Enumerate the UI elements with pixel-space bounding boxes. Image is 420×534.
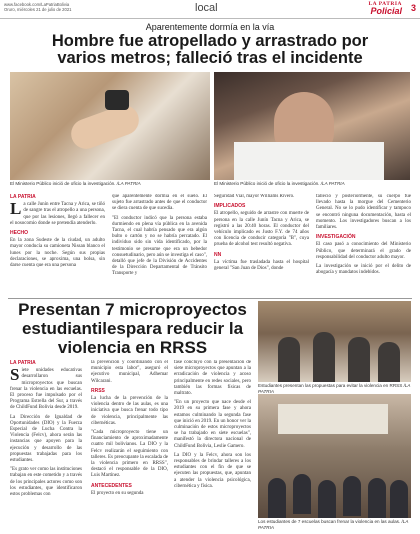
story2-paragraph: fase concluyó con la presentación de siete microproyectos que apuntan a la erradicación de violencia y acoso principalmente en redes sociales, pero también las formas físicas de maltrato.	[174, 360, 251, 397]
story1-paragraph: "El conductor indicó que la persona estaba durmiendo en plena vía pública en la avenida Tacna, el cual habría pensado que era algún bulto o cartón y no se habría percatado. El individuo sido sin vida identificado, por la testimonio se presume que era un bebedor consuetudinario, pero aún se investiga el caso", detalló que jefe de la División de Accidentes de la Dirección Departamental de Tránsito Transporte y	[112, 215, 207, 277]
story2-column-1	[10, 360, 82, 530]
story2-photo-top	[258, 301, 411, 382]
story1-photo-right-caption	[214, 181, 410, 187]
story1-headline: Hombre fue atropellado y arrastrado por varios metros; falleció tras el incidente	[51, 32, 369, 67]
caption-credit: /LA PATRIA	[320, 181, 345, 186]
story2-subhead-antecedentes: ANTECEDENTES	[91, 482, 132, 489]
story2-photo-bottom	[258, 394, 411, 518]
caption-credit: /LA PATRIA	[258, 519, 409, 530]
banner-shape	[278, 404, 388, 434]
header-facebook-link[interactable]: www.facebook.com/LaPatriaBolivia	[4, 2, 70, 7]
person-shape	[368, 478, 386, 518]
person-shape	[268, 478, 286, 518]
story1-subhead-investigacion: INVESTIGACIÓN	[316, 234, 356, 241]
story2-paragraph: Siete unidades educativas desarrollaron sus microproyectos que buscan frenar la violencia en las escuelas. El proceso fue impulsado por el Programa Estrella del Sur, a través de ChildFund Bolivia desde 2019.	[10, 365, 82, 411]
story1-paragraph: La calle Junín entre Tacna y Arica, se tiñó de sangre tras el atropello a una persona, que por las lesiones, llegó a fallecer en el nosocomio donde se pretendía atenderlo.	[10, 199, 105, 226]
story2-paragraph: La DIO y la Felcv, ahora son los responsables de brindar talleres a los estudiantes con el fin de que se ejecuten las propuestas, que, apuntan a atender la violencia psicológica, cibernética y física.	[174, 452, 251, 489]
story1-paragraph: En la zona Sudeste de la ciudad, un adulto mayor conducía su camioneta Nissan blanco el lunes por la noche. Según sus propias declaraciones, se aproxima, una bolsa, sin darse cuenta que era una persona	[10, 238, 105, 269]
brand-bottom: Policial	[370, 6, 402, 16]
caption-text: El Ministerio Público inició de oficio la investigación.	[10, 181, 116, 186]
dropcap: S	[10, 365, 20, 385]
story2-paragraph: El proyecto en su segunda	[91, 490, 144, 496]
story2-headline: Presentan 7 microproyectos estudiantilespara reducir la violencia en RRSS	[18, 300, 247, 357]
story1-paragraph: La víctima fue trasladada hasta el hospital general "San Juan de Dios", donde	[214, 259, 309, 272]
story2-paragraph: La Dirección de Igualdad de Oportunidades (DIO) y la Fuerza Especial de Lucha Contra la Violencia (Felcv), ahora serán las instancias que apoyen para la ejecución y desarrollo de las propuestas trabajadas para los estudiantes.	[10, 414, 82, 464]
story1-kicker: Aparentemente dormía en la vía	[145, 22, 275, 32]
story1-column-3	[214, 194, 309, 296]
dropcap: L	[10, 199, 22, 219]
story1-column-4	[316, 194, 411, 296]
story2-photo-bottom-caption	[258, 519, 411, 531]
section-divider	[8, 298, 412, 299]
story2-paragraph: "Es grato ver como las instituciones trabajan en este cometido y a través de los principales actores como son los estudiantes, que identificaron estos problemas con	[10, 467, 82, 498]
person-shape	[293, 474, 311, 514]
person-shape	[378, 342, 400, 382]
caption-text: Estudiantes presentan las propuestas para evitar la violencia en RRSS	[258, 383, 403, 388]
story1-subhead-hecho: HECHO	[10, 230, 29, 237]
ink-pad-shape	[105, 90, 129, 110]
story1-photo-right	[214, 72, 410, 180]
story1-photo-left-caption	[10, 181, 210, 187]
story2-subhead-rrss: RRSS	[91, 387, 105, 394]
person-shape	[343, 476, 361, 516]
header-date: Oruro, miércoles 21 de julio de 2021	[4, 7, 72, 12]
story1-column-1	[10, 194, 105, 296]
story1-paragraph: El atropello, seguido de arrastre con muerte de persona en la calle Junín Tacna y Arica, se registró a las 20:40 horas. El conductor del vehículo implicado es Justo F.Y. de 74 años con licencia de conducir categoría "B", cuya prueba de alcohol test resultó negativa.	[214, 211, 309, 248]
caption-credit: /LA PATRIA	[116, 181, 141, 186]
person-shape	[278, 337, 300, 382]
cloth-shape	[234, 142, 384, 180]
story1-paragraph: La investigación se inició por el delito de abogacía y mandatos indebidos.	[316, 264, 411, 276]
caption-text: Los estudiantes de 7 escuelas buscan frenar la violencia en las aulas.	[258, 519, 401, 524]
story2-paragraph: "En un proyecto que nace desde el 2019 en su primera fase y ahora estamos culminando la segunda fase que inició en 2019. En un honor ver la culminación de estos microproyectos se ha trabajado en siete escuelas", manifestó la directora nacional de ChildFund Bolivia, Leslie Gamero.	[174, 400, 251, 449]
person-shape	[348, 337, 370, 382]
section-label: local	[195, 2, 218, 14]
story2-paragraph: "Cada microproyecto tiene un financiamiento de aproximadamente cuatro mil bolivianos. La DIO y la Felcv realizarán el seguimiento con talleres. Es preocupante la escalada de la violencia primero en RRSS", destacó el responsable de la DIO, Luis Martínez.	[91, 430, 168, 479]
story2-byline: LA PATRIA	[10, 360, 36, 366]
story1-subhead-nn: NN	[214, 251, 222, 258]
story1-paragraph: Seguridad Vial, mayor Williams Rivero.	[214, 194, 295, 199]
person-shape	[390, 480, 408, 518]
header-meta	[4, 2, 72, 12]
brand-top: LA PATRIA	[368, 1, 402, 7]
story1-paragraph: que aparentemente dormía en el suelo. El sujeto fue arrastrado antes de que el conductor se diera cuenta de que sucedía.	[112, 194, 207, 212]
person-shape	[313, 332, 335, 382]
person-shape	[318, 480, 336, 518]
story1-subhead-implicados: IMPLICADOS	[214, 203, 246, 210]
story1-column-2	[112, 194, 207, 296]
page-number: 3	[410, 3, 416, 13]
story2-column-2	[91, 360, 168, 530]
story2-paragraph: la prevención y coordinando con el municipio esta labor", aseguró el ejecutivo municipal, Adhemar Wilcarani.	[91, 360, 168, 384]
story1-photo-left	[10, 72, 210, 180]
story2-column-3	[174, 360, 251, 530]
story1-paragraph: El caso pasó a conocimiento del Ministerio Público, que determinará el grado de responsabilidad del conductor adulto mayor.	[316, 242, 411, 260]
page-header	[0, 0, 420, 19]
caption-text: El Ministerio Público inició de oficio la investigación.	[214, 181, 320, 186]
story1-byline: LA PATRIA	[10, 194, 36, 200]
hand-shape	[67, 101, 143, 153]
brand-logo	[369, 1, 402, 16]
story1-paragraph: falleció y posteriormente, su cuerpo fue llevado hasta la morgue del Cementerio General. No se lo pudo identificar y tampoco se encontró ninguna documentación, hasta el momento. Los investigadores buscan a los familiares.	[316, 194, 411, 231]
story2-paragraph: La lucha de la prevención de la violencia dentro de las aulas, es una iniciativa que busca frenar todo tipo de violencia, principalmente las cibernéticas.	[91, 396, 168, 426]
caption-credit: /LA PATRIA	[258, 383, 411, 394]
